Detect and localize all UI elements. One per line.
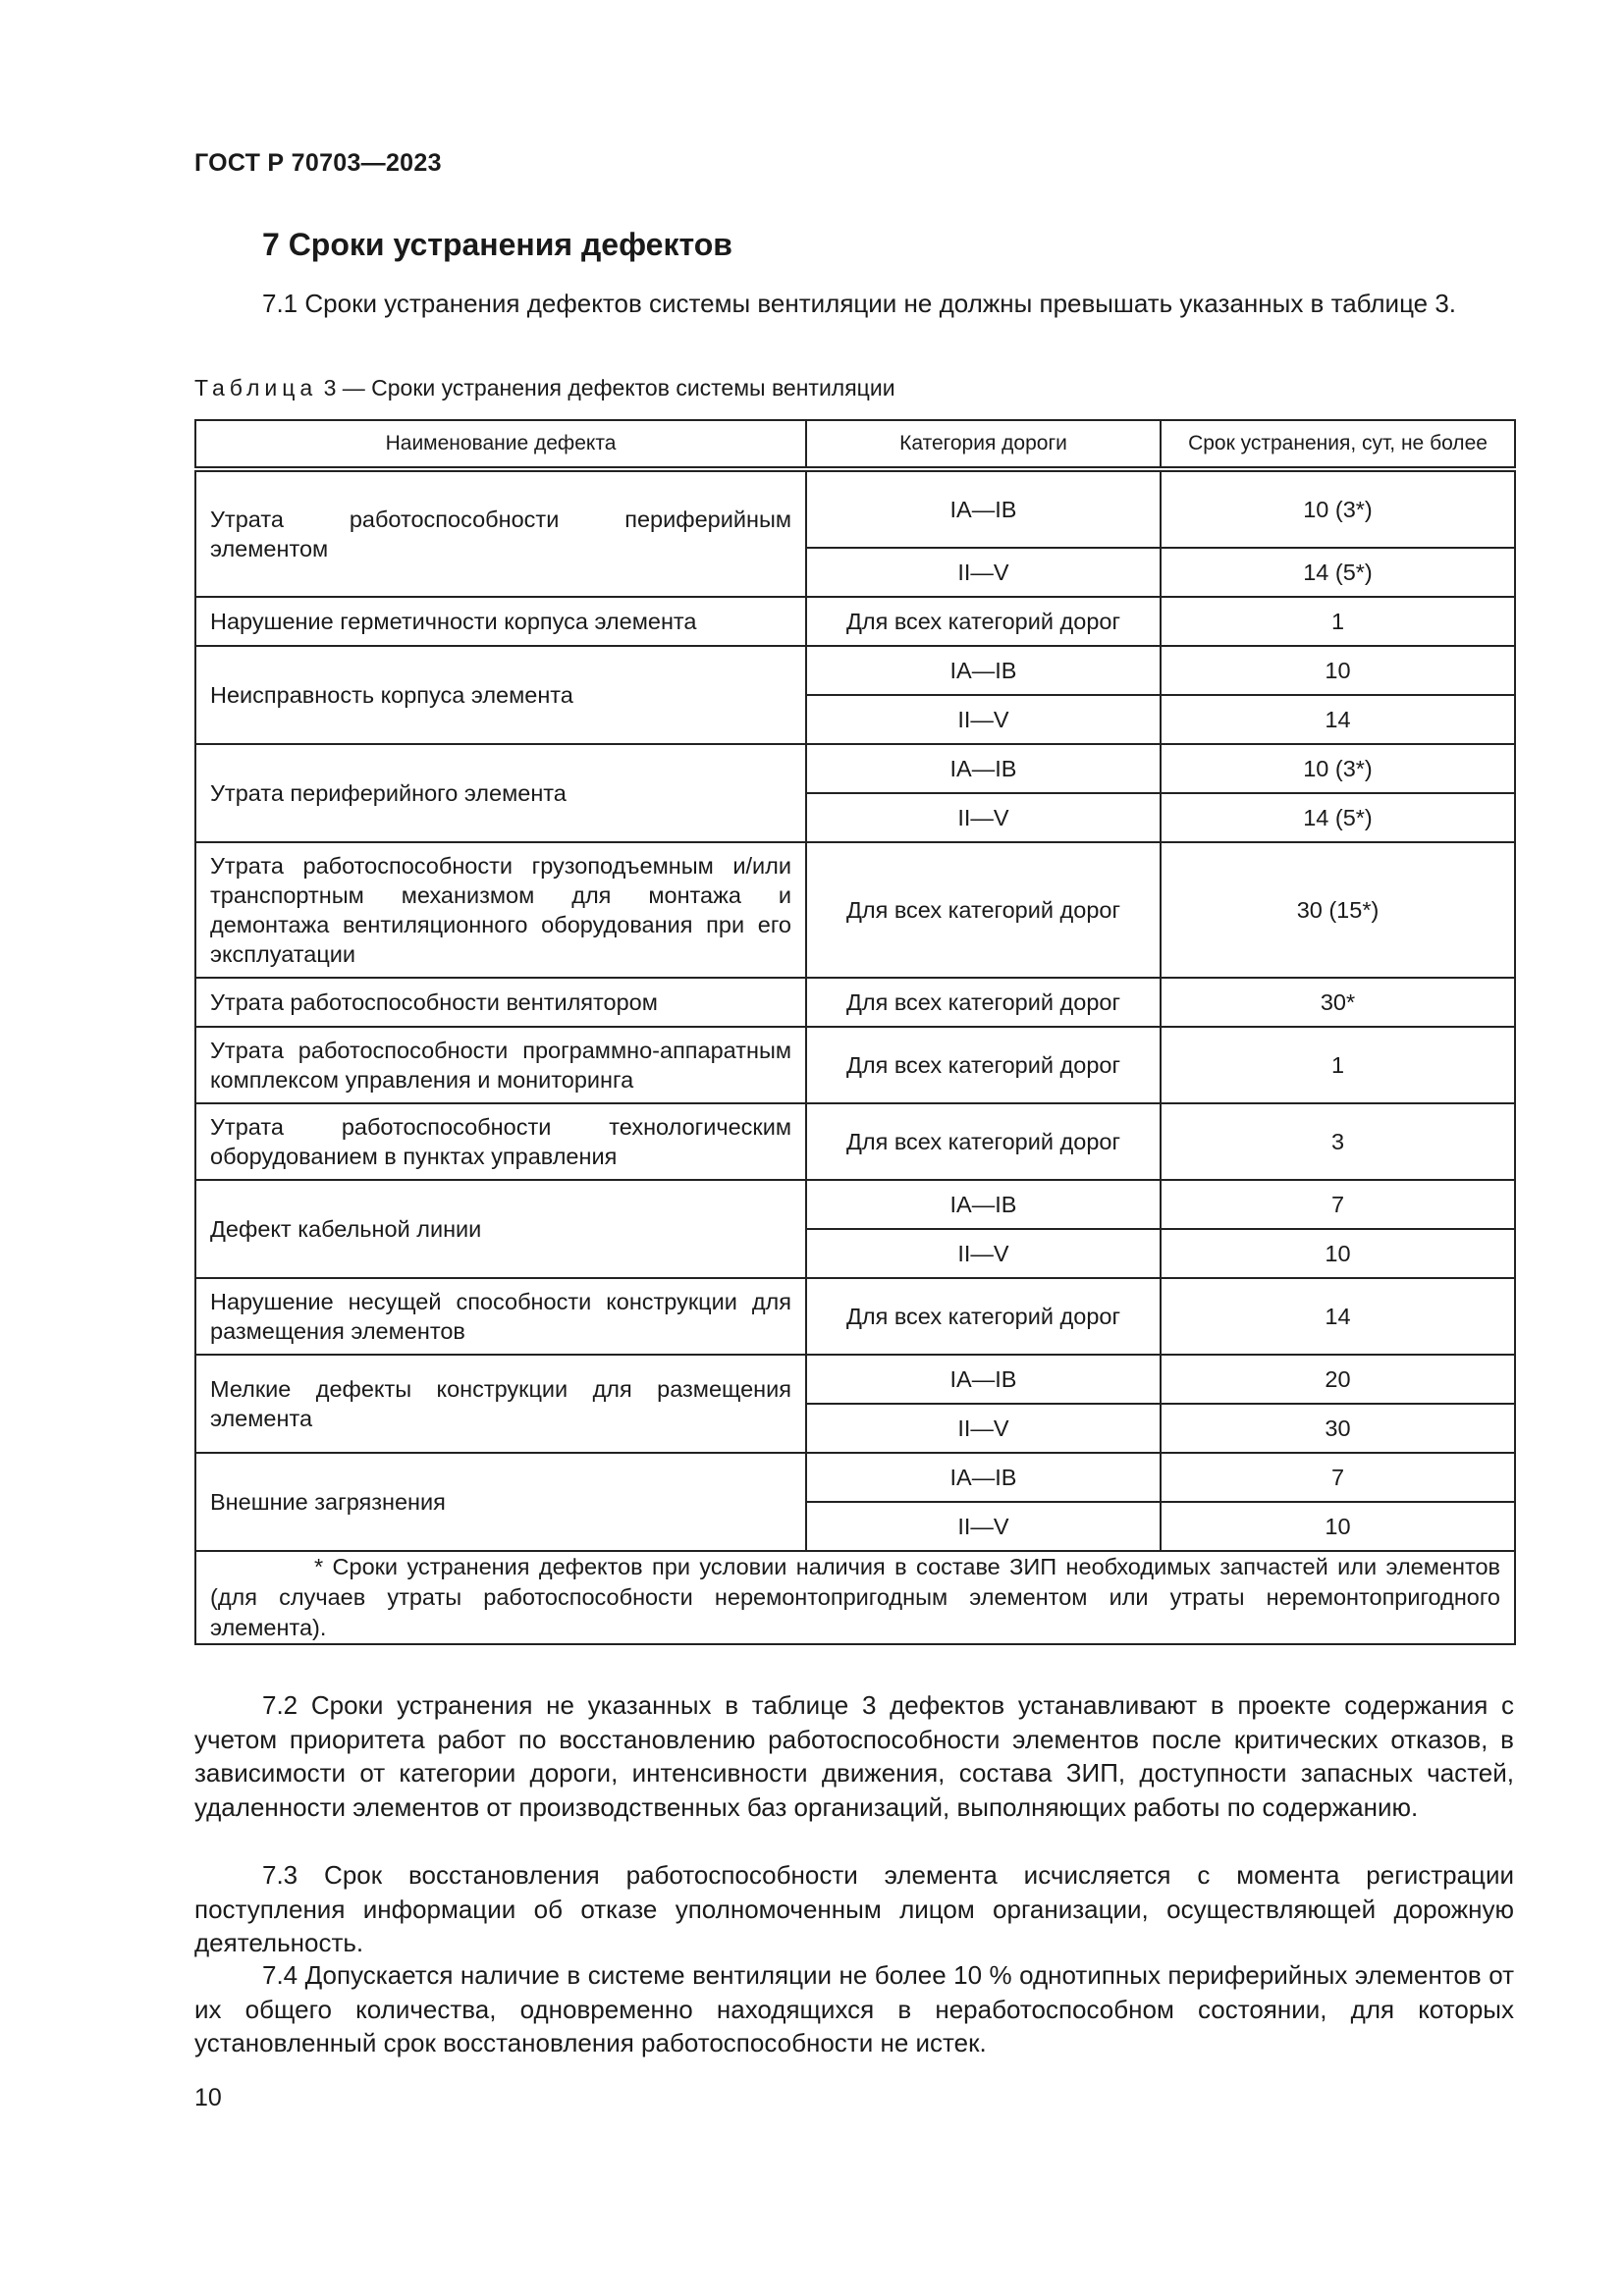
- defect-name-cell: Неисправность корпуса элемента: [195, 646, 806, 744]
- paragraph-7-3: 7.3 Срок восстановления работоспособности элемента исчисляется с момента регистрации поступления информации об отказе уполномоченным лицом организации, осуществляющей дорожную деятельность.: [194, 1860, 1514, 1957]
- paragraph-7-1: 7.1 Сроки устранения дефектов системы вентиляции не должны превышать указанных в таблице 3.: [262, 289, 1457, 318]
- term-cell: 14: [1161, 1278, 1515, 1355]
- category-cell: II—V: [806, 1404, 1161, 1453]
- table-row: [195, 978, 1515, 1027]
- table-row: [195, 1278, 1515, 1355]
- document-header: ГОСТ Р 70703—2023: [194, 149, 442, 177]
- category-cell: IA—IB: [806, 646, 1161, 695]
- defect-name-cell: Утрата работоспособности технологическим оборудованием в пунктах управления: [195, 1103, 806, 1180]
- term-cell: 1: [1161, 1027, 1515, 1103]
- category-cell: II—V: [806, 793, 1161, 842]
- defect-name-cell: Нарушение герметичности корпуса элемента: [195, 597, 806, 646]
- table-row: [195, 1027, 1515, 1103]
- category-cell: II—V: [806, 1229, 1161, 1278]
- category-cell: IA—IB: [806, 469, 1161, 548]
- defect-name-cell: Утрата периферийного элемента: [195, 744, 806, 842]
- category-cell: IA—IB: [806, 1453, 1161, 1502]
- column-header-term: Срок устранения, сут, не более: [1161, 420, 1515, 469]
- category-cell: IA—IB: [806, 744, 1161, 793]
- table-header-row: [195, 420, 1515, 469]
- term-cell: 10: [1161, 1502, 1515, 1551]
- table-footnote-row: [195, 1551, 1515, 1644]
- term-cell: 10 (3*): [1161, 469, 1515, 548]
- paragraph-7-2: 7.2 Сроки устранения не указанных в таблице 3 дефектов устанавливают в проекте содержания с учетом приоритета работ по восстановлению работоспособности элементов после критических отказов, в зависимости от категории дороги, интенсивности движения, состава ЗИП, доступности запасных частей, удаленности элементов от производственных баз организаций, выполняющих работы по содержанию.: [194, 1690, 1514, 1822]
- term-cell: 10: [1161, 1229, 1515, 1278]
- category-cell: II—V: [806, 1502, 1161, 1551]
- term-cell: 14 (5*): [1161, 793, 1515, 842]
- term-cell: 3: [1161, 1103, 1515, 1180]
- term-cell: 10: [1161, 646, 1515, 695]
- table-row: [195, 1453, 1515, 1502]
- term-cell: 7: [1161, 1180, 1515, 1229]
- term-cell: 20: [1161, 1355, 1515, 1404]
- category-cell: II—V: [806, 695, 1161, 744]
- defect-name-cell: Утрата работоспособности периферийным элементом: [195, 469, 806, 597]
- defect-name-cell: Внешние загрязнения: [195, 1453, 806, 1551]
- paragraph-7-4: 7.4 Допускается наличие в системе вентиляции не более 10 % однотипных периферийных элементов от их общего количества, одновременно находящихся в неработоспособном состоянии, для которых установленный срок восстановления работоспособности не истек.: [194, 1960, 1514, 2057]
- table-caption-text: 3 — Сроки устранения дефектов системы вентиляции: [323, 375, 895, 400]
- term-cell: 14: [1161, 695, 1515, 744]
- defect-name-cell: Нарушение несущей способности конструкции для размещения элементов: [195, 1278, 806, 1355]
- table-row: [195, 597, 1515, 646]
- defect-name-cell: Утрата работоспособности вентилятором: [195, 978, 806, 1027]
- table-row: [195, 1103, 1515, 1180]
- category-cell: Для всех категорий дорог: [806, 842, 1161, 978]
- category-cell: Для всех категорий дорог: [806, 1027, 1161, 1103]
- table-row: [195, 1355, 1515, 1404]
- table-row: [195, 842, 1515, 978]
- table-row: [195, 469, 1515, 548]
- table-caption: [194, 375, 895, 401]
- table-row: [195, 744, 1515, 793]
- defect-name-cell: Утрата работоспособности грузоподъемным и/или транспортным механизмом для монтажа и демонтажа вентиляционного оборудования при его эксплуатации: [195, 842, 806, 978]
- term-cell: 30: [1161, 1404, 1515, 1453]
- column-header-defect: Наименование дефекта: [195, 420, 806, 469]
- column-header-category: Категория дороги: [806, 420, 1161, 469]
- table-footnote: * Сроки устранения дефектов при условии наличия в составе ЗИП необходимых запчастей или элементов (для случаев утраты работоспособности неремонтопригодным элементом или утраты неремонтопригодного элемента).: [195, 1551, 1515, 1644]
- section-title: 7 Сроки устранения дефектов: [262, 227, 732, 262]
- category-cell: IA—IB: [806, 1355, 1161, 1404]
- term-cell: 7: [1161, 1453, 1515, 1502]
- table-caption-label: Таблица: [194, 375, 318, 400]
- category-cell: Для всех категорий дорог: [806, 1278, 1161, 1355]
- defect-name-cell: Утрата работоспособности программно-аппаратным комплексом управления и мониторинга: [195, 1027, 806, 1103]
- term-cell: 1: [1161, 597, 1515, 646]
- page-number: 10: [194, 2084, 222, 2111]
- category-cell: Для всех категорий дорог: [806, 597, 1161, 646]
- category-cell: Для всех категорий дорог: [806, 1103, 1161, 1180]
- defect-name-cell: Дефект кабельной линии: [195, 1180, 806, 1278]
- category-cell: II—V: [806, 548, 1161, 597]
- table-row: [195, 646, 1515, 695]
- defect-name-cell: Мелкие дефекты конструкции для размещения элемента: [195, 1355, 806, 1453]
- term-cell: 30 (15*): [1161, 842, 1515, 978]
- category-cell: IA—IB: [806, 1180, 1161, 1229]
- term-cell: 10 (3*): [1161, 744, 1515, 793]
- term-cell: 14 (5*): [1161, 548, 1515, 597]
- defects-table: [194, 419, 1516, 1645]
- category-cell: Для всех категорий дорог: [806, 978, 1161, 1027]
- term-cell: 30*: [1161, 978, 1515, 1027]
- table-row: [195, 1180, 1515, 1229]
